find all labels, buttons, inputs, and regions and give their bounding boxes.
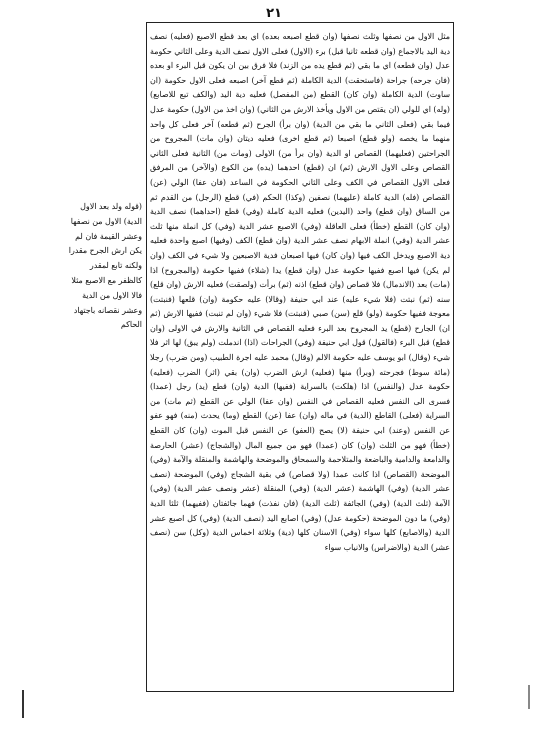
page-number: ٢١ (266, 6, 282, 21)
right-edge-line (528, 685, 530, 709)
left-edge-line (22, 690, 24, 718)
main-text-body: مثل الاول من نصفها وثلث نصفها (وان قطع اصبعه بعده) اي بعد قطع الاصبع (فعليه) نصف دية اليد بالاجماع (وان قطعه ثانيا قبل) برء (الاول) فعلى الاول نصف الدية وعلى الثاني حكومة عدل (وان قطعه) اي ما بقي (ثم قطع يده من الزند) فلا فرق بين ان يكون قبل البرء او بعده (فان جرحه) جراحة (فاستحقت) الدية الكاملة (ثم قطع آخر) اصبعه فعلى الاول حكومة (ان ساوت) الدية الكاملة (وان كان) القطع (من المفصل) فعليه دية اليد (والكف تبع للاصابع) (وله) اي للولي (ان يقتص من الاول ويأخذ الارش من الثاني) (وان اخذ من الاول) حكومة عدل فيما بقي (فعلى الثاني ما بقي من الدية) (وان برأ) الجرح (ثم قطعه) آخر فعلى كل واحد منهما ما يخصه (ولو قطع) اصبعا (ثم قطع اخرى) فعليه ديتان (وان مات) المجروح من الجراحتين (فعليهما) القصاص او الدية (وان برأ من) الاولى (ومات من) الثانية فعلى الثاني القصاص وعلى الاول الارش (ثم) ان (قطع) احدهما (يده) من الكوع (والآخر) من المرفق فعلى الاول القصاص في الكف وعلى الثاني الحكومة في الساعد (فان عفا) الولي (عن) القصاص (فله) الدية كاملة (عليهما) نصفين (وكذا) الحكم (في) قطع (الرجل) من القدم ثم من الساق (وان قطع) واحد (اليدين) فعليه الدية كاملة (وفي) قطع (احداهما) نصف الدية (وان كان) القطع (خطأ) فعلى العاقلة (وفي) الاصبع عشر الدية (وفي) كل انملة منها ثلث عشر الدية (وفي) انملة الابهام نصف عشر الدية (وان قطع) الكف (وفيها) اصبع واحدة فعليه دية الاصبع ويدخل الكف فيها (وان كان) فيها اصبعان فدية الاصبعين ولا شيء في الكف (وان لم يكن) فيها اصبع ففيها حكومة عدل (وان قطع) يدا (شلاء) ففيها حكومة (والمجروح) اذا (مات) بعد (الاندمال) فلا قصاص (وان قطع) اذنه (ثم) برأت (ولصقت) فعليه الارش (وان قلع) سنه (ثم) نبتت (فلا شيء عليه) عند ابي حنيفة (وقالا) عليه حكومة (وان) قلعها (فنبتت) معوجة ففيها حكومة (ولو) قلع (سن) صبي (فنبتت) فلا شيء (وان لم تنبت) ففيها الارش (ثم ان) الجارح (قطع) يد المجروح بعد البرء فعليه القصاص في الثانية والارش في الاولى (وان قطع) قبل البرء (فالقول) قول ابي حنيفة (وفي) الجراحات (اذا) اندملت (ولم يبق) لها اثر فلا شيء (وقال) ابو يوسف عليه حكومة الالم (وقال) محمد عليه اجرة الطبيب (ومن ضرب) رجلا (مائة سوط) فجرحته (وبرأ) منها (فعليه) ارش الضرب (وان) بقي (اثر) الضرب (فعليه) حكومة عدل (والنفس) اذا (هلكت) بالسراية (ففيها) الدية (وان) قطع (يد) رجل (عمدا) فسرى الى النفس فعليه القصاص في النفس (وان عفا) الولي عن القطع (ثم مات) من السراية (فعلى) القاطع (الدية) في ماله (وان) عفا (عن) القطع (وما) يحدث (منه) فهو عفو عن النفس (وعند) ابي حنيفة (لا) يصح (العفو) عن النفس قبل الموت (وان) كان القطع (خطأ) فهو من الثلث (وان) كان (عمدا) فهو من جميع المال (والشجاج) (عشر) الحارصة والدامعة والدامية والباضعة والمتلاحمة والسمحاق والموضحة والهاشمة والمنقلة والآمة (وفي) الموضحة (القصاص) اذا كانت عمدا (ولا قصاص) في بقية الشجاج (وفي) الموضحة (نصف عشر الدية) (وفي) الهاشمة (عشر الدية) (وفي) المنقلة (عشر ونصف عشر الدية) (وفي) الآمة (ثلث الدية) (وفي) الجائفة (ثلث الدية) (فان نفذت) فهما جائفتان (ففيهما) ثلثا الدية (وفي) ما دون الموضحة (حكومة عدل) (وفي) اصابع اليد (نصف الدية) (وفي) كل اصبع عشر الدية (والاصابع) كلها سواء (وفي) الاسنان كلها (دية) وثلاثة اخماس الدية (وكل) سن (نصف عشر) الدية (والاضراس) والانياب سواء (150, 32, 450, 552)
margin-note: (قوله ولد بعد الاول الدية) الاول من نصفها وعشر القيمة فان لم يكن ارش الجرح مقدرا ولكنه تابع لمقدر كالظفر مع الاصبع مثلا فالا الاول من الدية وعشر نقصانه باجتهاد الحاكم (68, 202, 142, 330)
